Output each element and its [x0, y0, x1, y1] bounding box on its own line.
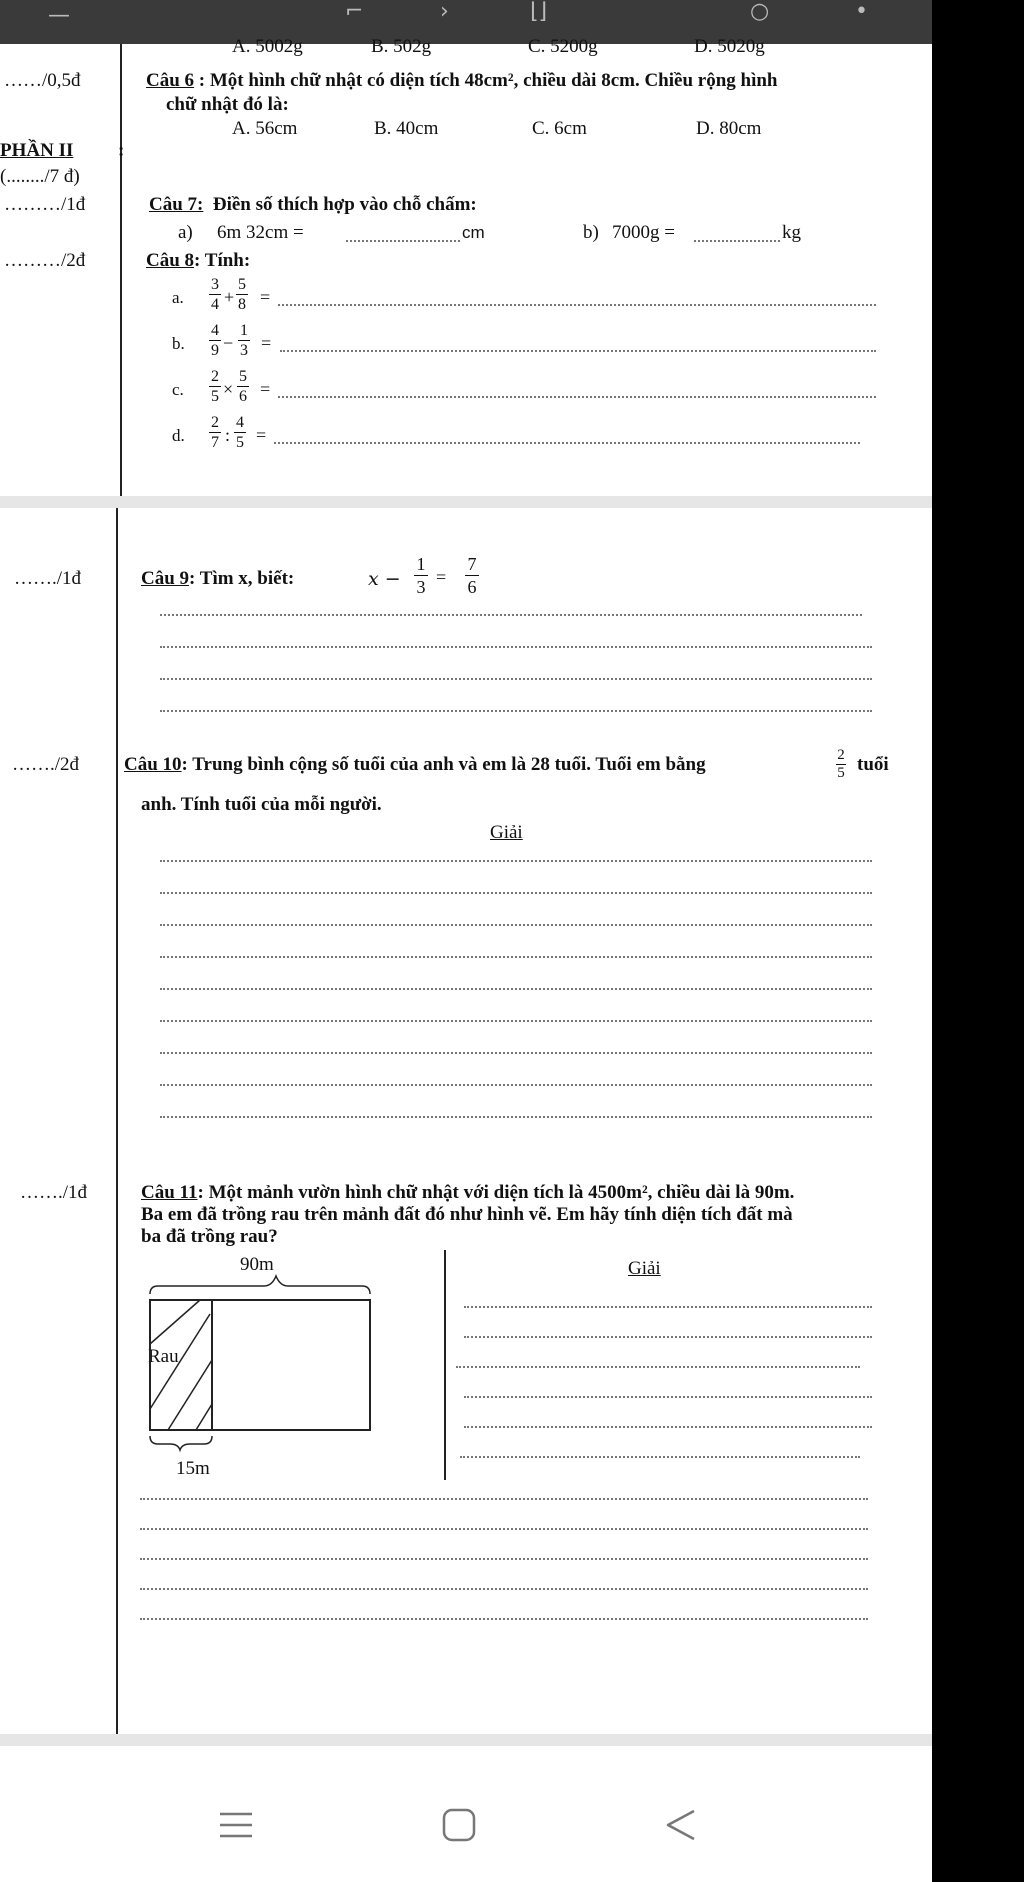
denominator: 8: [238, 296, 246, 313]
numerator: 1: [240, 322, 248, 339]
q11-text-line2: Ba em đã trồng rau trên mảnh đất đó như hình vẽ. Em hãy tính diện tích đất mà: [141, 1204, 793, 1225]
q7-a-label: a): [178, 222, 193, 243]
q8-item-letter: b.: [172, 334, 185, 353]
q7-label: Câu 7:: [149, 194, 204, 215]
fraction: [465, 554, 479, 597]
home-icon[interactable]: [442, 1808, 476, 1842]
denominator: 6: [239, 388, 247, 405]
q10-text-line2: anh. Tính tuổi của mỗi người.: [141, 794, 382, 815]
answer-line[interactable]: [140, 1558, 868, 1560]
q9-label: Câu 9: [141, 568, 190, 589]
bracket-icon: ⌊⌋: [530, 0, 548, 24]
q11-solution-label: Giải: [628, 1258, 661, 1279]
q10-score: ……./2đ: [12, 754, 80, 775]
answer-line[interactable]: [160, 988, 872, 990]
figure-top-label: 90m: [240, 1254, 274, 1275]
answer-line[interactable]: [456, 1366, 860, 1368]
fraction: [238, 322, 250, 359]
document-page-2: [0, 508, 932, 1734]
answer-line[interactable]: [140, 1588, 868, 1590]
equals: =: [260, 287, 271, 307]
operator: ×: [223, 379, 234, 399]
q10-text: : Trung bình cộng số tuổi của anh và em là 28 tuổi. Tuổi em bằng: [181, 754, 706, 775]
numerator: 2: [211, 414, 219, 431]
answer-line[interactable]: [160, 1084, 872, 1086]
numerator: 7: [467, 554, 477, 574]
q6-score: ……/0,5đ: [4, 70, 81, 91]
q10-text-tail: tuổi: [857, 754, 889, 775]
numerator: 2: [837, 747, 845, 763]
denominator: 5: [837, 765, 845, 781]
part2-title: PHẦN II: [0, 140, 74, 161]
answer-line[interactable]: [140, 1498, 868, 1500]
q7-a-blank[interactable]: [346, 240, 460, 242]
q6-option-b: B. 40cm: [374, 118, 439, 139]
q9-score: ……./1đ: [14, 568, 82, 589]
answer-line[interactable]: [464, 1396, 872, 1398]
denominator: 4: [211, 296, 219, 313]
answer-line[interactable]: [160, 924, 872, 926]
fraction: [836, 748, 846, 781]
q9-text: : Tìm x, biết:: [189, 568, 295, 589]
circle-icon: ○: [750, 0, 770, 24]
operator: :: [225, 425, 231, 445]
q11-text-line3: ba đã trồng rau?: [141, 1226, 278, 1247]
q8-answer-line[interactable]: [274, 442, 860, 444]
answer-line[interactable]: [160, 1052, 872, 1054]
answer-line[interactable]: [160, 646, 872, 648]
q11-label: Câu 11: [141, 1182, 198, 1203]
margin-line: [118, 44, 125, 496]
q11-text: : Một mảnh vườn hình chữ nhật với diện tích là 4500m², chiều dài là 90m.: [197, 1182, 795, 1203]
option-b: B. 502g: [371, 36, 432, 57]
denominator: 5: [236, 434, 244, 451]
q7-text: Điền số thích hợp vào chỗ chấm:: [212, 194, 477, 215]
page-gap: [0, 1734, 932, 1746]
answer-line[interactable]: [160, 860, 872, 862]
q6-option-d: D. 80cm: [696, 118, 762, 139]
part2-score: (......../7 đ): [0, 166, 80, 187]
equals: =: [261, 333, 272, 353]
answer-line[interactable]: [160, 678, 872, 680]
numerator: 1: [416, 554, 426, 574]
answer-line[interactable]: [140, 1528, 868, 1530]
equals: =: [256, 425, 267, 445]
q11-score: ……./1đ: [20, 1182, 88, 1203]
answer-line[interactable]: [464, 1306, 872, 1308]
option-c: C. 5200g: [528, 36, 598, 57]
back-icon[interactable]: [664, 1808, 698, 1842]
answer-line[interactable]: [160, 614, 862, 616]
q8-label: Câu 8: [146, 250, 195, 271]
page-gap: [0, 496, 932, 508]
figure-rau-label: Rau: [148, 1346, 179, 1367]
answer-line[interactable]: [464, 1336, 872, 1338]
part2-colon: :: [118, 140, 125, 161]
q8-answer-line[interactable]: [278, 396, 876, 398]
column-divider: [444, 1250, 446, 1480]
answer-line[interactable]: [460, 1456, 860, 1458]
fraction: [209, 276, 221, 313]
numerator: 2: [211, 368, 219, 385]
operator: +: [224, 287, 235, 307]
answer-line[interactable]: [140, 1618, 868, 1620]
fraction: [234, 414, 246, 451]
q6-option-c: C. 6cm: [532, 118, 587, 139]
q8-item-letter: d.: [172, 426, 185, 445]
q8-answer-line[interactable]: [278, 304, 876, 306]
fraction: [414, 554, 428, 597]
chevron-right-icon: ›: [440, 0, 449, 24]
margin-line: [116, 508, 118, 1734]
fraction: [209, 322, 221, 359]
q7-a-unit: cm: [462, 223, 485, 242]
recent-apps-icon[interactable]: [218, 1810, 254, 1840]
q6-text-line2: chữ nhật đó là:: [166, 94, 289, 115]
q10-label: Câu 10: [124, 754, 182, 775]
option-a: A. 5002g: [232, 36, 303, 57]
dot-icon: •: [855, 0, 868, 24]
answer-line[interactable]: [464, 1426, 872, 1428]
figure-bottom-label: 15m: [176, 1458, 210, 1479]
equals: =: [436, 567, 447, 587]
q7-question: [149, 194, 477, 216]
fraction: [237, 368, 249, 405]
operator: −: [223, 333, 234, 353]
denominator: 3: [416, 577, 426, 597]
q9-eq-x: x −: [368, 568, 401, 590]
back-line-icon: —: [48, 3, 70, 28]
q6-option-a: A. 56cm: [232, 118, 298, 139]
q8-score: ………/2đ: [4, 250, 86, 271]
numerator: 3: [211, 276, 219, 293]
navigation-bar: [0, 1746, 932, 1882]
answer-line[interactable]: [160, 892, 872, 894]
answer-line[interactable]: [160, 710, 872, 712]
q7-b-blank[interactable]: [694, 240, 780, 242]
q7-score: ………/1đ: [4, 194, 86, 215]
denominator: 5: [211, 388, 219, 405]
garden-diagram: [140, 1274, 380, 1454]
crop-icon: ⌐: [345, 0, 364, 24]
document-page-1: [0, 36, 932, 496]
screen-edge: [932, 0, 1024, 1882]
fraction: [209, 414, 221, 451]
denominator: 6: [467, 577, 477, 597]
denominator: 7: [211, 434, 219, 451]
option-d: D. 5020g: [694, 36, 765, 57]
status-bar: [0, 0, 932, 44]
q7-a-expr: 6m 32cm =: [217, 222, 304, 243]
q10-solution-label: Giải: [490, 822, 523, 843]
numerator: 5: [238, 276, 246, 293]
q10-text-line1: [124, 754, 706, 776]
fraction: [209, 368, 221, 405]
denominator: 3: [240, 342, 248, 359]
numerator: 5: [239, 368, 247, 385]
q6-text-line1: : Một hình chữ nhật có diện tích 48cm², chiều dài 8cm. Chiều rộng hình: [194, 70, 778, 91]
q8-question: [146, 250, 250, 272]
numerator: 4: [211, 322, 219, 339]
q8-item-letter: c.: [172, 380, 184, 399]
numerator: 4: [236, 414, 244, 431]
denominator: 9: [211, 342, 219, 359]
q6-label: Câu 6: [146, 70, 195, 91]
q7-b-unit: kg: [782, 222, 801, 243]
q6-text: [146, 70, 778, 92]
q8-answer-line[interactable]: [280, 350, 876, 352]
answer-line[interactable]: [160, 956, 872, 958]
answer-line[interactable]: [160, 1020, 872, 1022]
q7-b-expr: 7000g =: [612, 222, 675, 243]
q8-text: : Tính:: [194, 250, 251, 271]
q9-question: [141, 568, 294, 590]
equals: =: [260, 379, 271, 399]
q8-item-letter: a.: [172, 288, 184, 307]
fraction: [236, 276, 248, 313]
q7-b-label: b): [583, 222, 599, 243]
q11-text-line1: [141, 1182, 794, 1204]
answer-line[interactable]: [160, 1116, 872, 1118]
